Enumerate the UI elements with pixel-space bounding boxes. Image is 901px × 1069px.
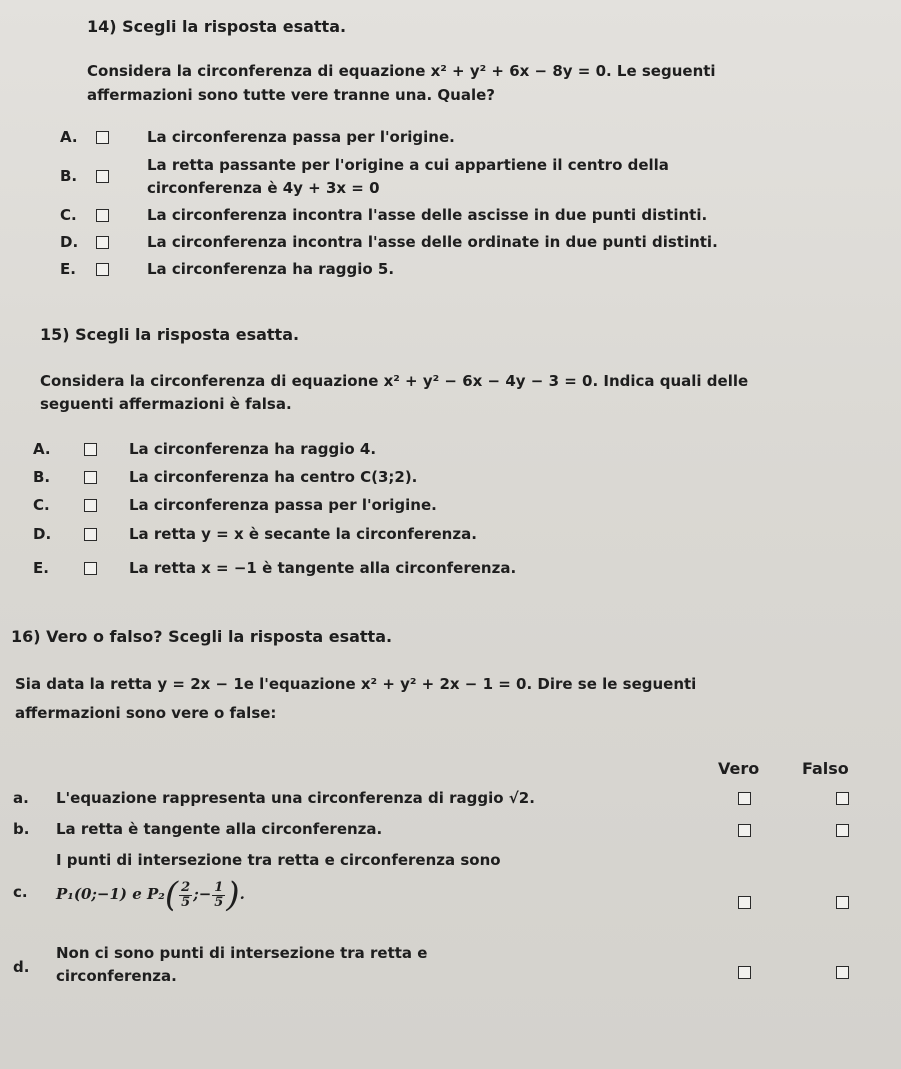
- q16-item-a-text: L'equazione rappresenta una circonferenza di raggio √2.: [56, 789, 535, 807]
- q14-option-a-letter: A.: [60, 128, 78, 146]
- q14-option-b-letter: B.: [60, 167, 78, 185]
- q16-item-a-false-checkbox[interactable]: [836, 792, 849, 805]
- q15-option-e-letter: E.: [33, 559, 49, 577]
- q16-item-d-text: Non ci sono punti di intersezione tra retta e: [56, 944, 428, 962]
- q16-item-d-letter: d.: [13, 958, 30, 976]
- q15-option-a-letter: A.: [33, 440, 51, 458]
- q14-option-b-text: La retta passante per l'origine a cui appartiene il centro della: [147, 156, 669, 174]
- q15-option-a-text: La circonferenza ha raggio 4.: [129, 440, 377, 458]
- q16-item-c-true-checkbox[interactable]: [738, 896, 751, 909]
- q16-item-b-letter: b.: [13, 820, 30, 838]
- q15-option-c-text: La circonferenza passa per l'origine.: [129, 496, 437, 514]
- q14-option-d-letter: D.: [60, 233, 79, 251]
- q15-option-d-checkbox[interactable]: [84, 528, 97, 541]
- q16-item-b-false-checkbox[interactable]: [836, 824, 849, 837]
- q14-title: 14) Scegli la risposta esatta.: [87, 17, 347, 36]
- q16-item-a-true-checkbox[interactable]: [738, 792, 751, 805]
- q15-option-e-checkbox[interactable]: [84, 562, 97, 575]
- q15-option-c-checkbox[interactable]: [84, 499, 97, 512]
- q16-header-false: Falso: [802, 759, 849, 778]
- q14-option-d-checkbox[interactable]: [96, 236, 109, 249]
- q16-item-d-text-cont: circonferenza.: [56, 967, 177, 985]
- q15-intro-line2: seguenti affermazioni è falsa.: [40, 395, 292, 413]
- q14-option-e-letter: E.: [60, 260, 76, 278]
- q16-item-d-false-checkbox[interactable]: [836, 966, 849, 979]
- q14-intro-line1: Considera la circonferenza di equazione x² + y² + 6x − 8y = 0. Le seguenti: [87, 62, 716, 80]
- q14-option-b-text-cont: circonferenza è 4y + 3x = 0: [147, 179, 380, 197]
- q14-option-c-text: La circonferenza incontra l'asse delle ascisse in due punti distinti.: [147, 206, 708, 224]
- q15-option-c-letter: C.: [33, 496, 50, 514]
- q16-item-c-fraction-y: $\frac{1}{5}$: [214, 879, 224, 910]
- q15-option-b-text: La circonferenza ha centro C(3;2).: [129, 468, 418, 486]
- q16-item-c-fraction-x: $\frac{2}{5}$: [181, 879, 191, 910]
- q16-intro-line1: Sia data la retta y = 2x − 1e l'equazione x² + y² + 2x − 1 = 0. Dire se le seguenti: [15, 675, 697, 693]
- q14-intro-line2: affermazioni sono tutte vere tranne una. Quale?: [87, 86, 495, 104]
- q16-item-c-letter: c.: [13, 883, 28, 901]
- q16-intro-line2: affermazioni sono vere o false:: [15, 704, 277, 722]
- q15-option-b-letter: B.: [33, 468, 51, 486]
- q14-option-c-letter: C.: [60, 206, 77, 224]
- q14-option-b-checkbox[interactable]: [96, 170, 109, 183]
- q16-item-c-false-checkbox[interactable]: [836, 896, 849, 909]
- q15-option-a-checkbox[interactable]: [84, 443, 97, 456]
- q14-option-c-checkbox[interactable]: [96, 209, 109, 222]
- q14-option-d-text: La circonferenza incontra l'asse delle ordinate in due punti distinti.: [147, 233, 718, 251]
- q16-item-c-text: I punti di intersezione tra retta e circonferenza sono: [56, 851, 501, 869]
- q15-option-d-letter: D.: [33, 525, 52, 543]
- q16-item-c-point1: P₁(0;−1) e P₂: [56, 885, 165, 903]
- q15-option-d-text: La retta y = x è secante la circonferenza.: [129, 525, 477, 543]
- q14-option-e-checkbox[interactable]: [96, 263, 109, 276]
- q15-option-b-checkbox[interactable]: [84, 471, 97, 484]
- q15-option-e-text: La retta x = −1 è tangente alla circonferenza.: [129, 559, 517, 577]
- q16-item-d-true-checkbox[interactable]: [738, 966, 751, 979]
- q15-title: 15) Scegli la risposta esatta.: [40, 325, 300, 344]
- q16-item-a-letter: a.: [13, 789, 29, 807]
- q16-item-b-true-checkbox[interactable]: [738, 824, 751, 837]
- q16-item-c-points: P₁(0;−1) e P₂( $\frac{2}{5}$ ;− $\frac{1}{5}$ ).: [56, 875, 245, 915]
- q16-header-true: Vero: [718, 759, 760, 778]
- q14-option-e-text: La circonferenza ha raggio 5.: [147, 260, 395, 278]
- q14-option-a-checkbox[interactable]: [96, 131, 109, 144]
- q14-option-a-text: La circonferenza passa per l'origine.: [147, 128, 455, 146]
- q15-intro-line1: Considera la circonferenza di equazione x² + y² − 6x − 4y − 3 = 0. Indica quali delle: [40, 372, 749, 390]
- q16-title: 16) Vero o falso? Scegli la risposta esatta.: [11, 627, 393, 646]
- q16-item-b-text: La retta è tangente alla circonferenza.: [56, 820, 383, 838]
